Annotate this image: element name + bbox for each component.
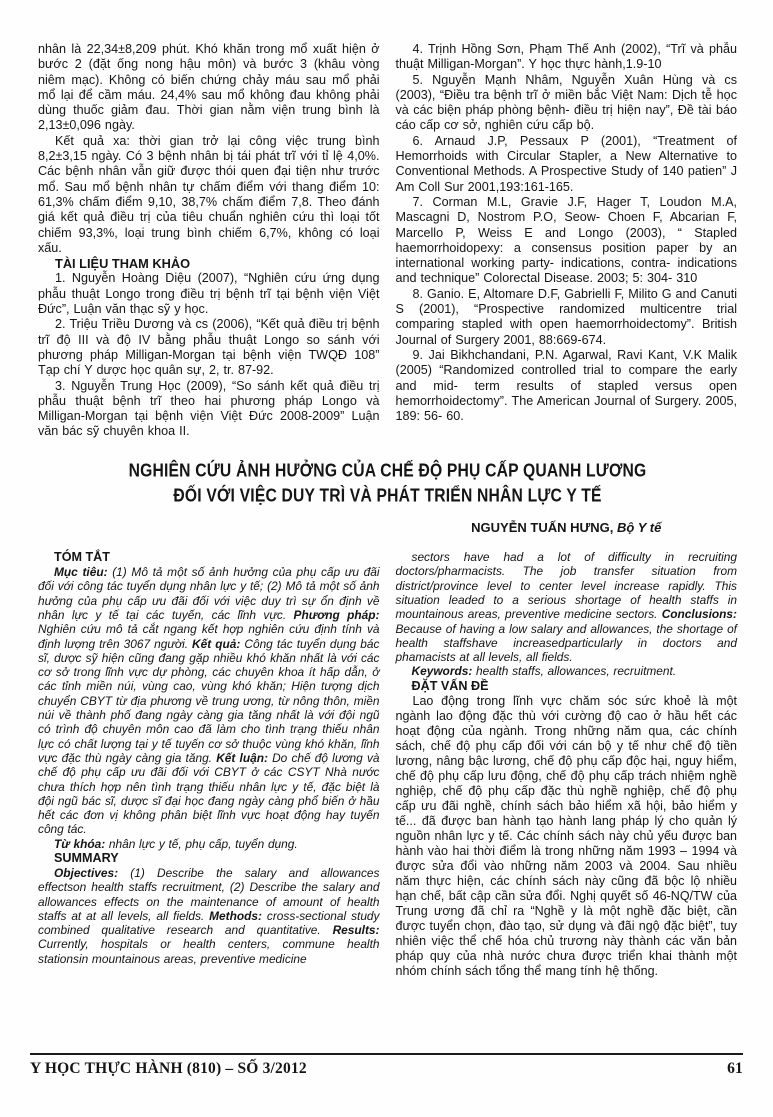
reference-item-3: 3. Nguyễn Trung Học (2009), “So sánh kết quả điều trị phẫu thuật bệnh trĩ theo hai phương pháp Longo và Milligan-Morgan tại bệnh viện Việt Đức 2008-2009” Luận văn bác sỹ chuyên khoa II. [38,378,380,439]
abstract-vi-keywords: Từ khóa: nhân lực y tế, phụ cấp, tuyển dụng. [54,836,298,851]
reference-item-5: 5. Nguyễn Mạnh Nhâm, Nguyễn Xuân Hùng và cs (2003), “Điều tra bệnh trĩ ở miền bắc Việt Nam: Dịch tễ học và các biện pháp phòng bệnh- điều trị hiện nay”, Đề tài báo cáo cấp cơ sở, nghiên cứu cấp bộ. [395,72,737,133]
references-section [38,42,737,446]
reference-item-9: 9. Jai Bikhchandani, P.N. Agarwal, Ravi Kant, V.K Malik (2005) “Randomized controlled trial to compare the early and mid- term results of stapled versus open hemorrhoidectomy”. The American Journal of Surgery. 2005, 189: 56- 60. [395,347,737,424]
abstract-left-column [38,550,380,979]
article-header [38,459,737,535]
reference-item-7: 7. Corman M.L, Gravie J.F, Hager T, Loudon M.A, Mascagni D, Nostrom P.O, Seow- Choen F, Abcarian F, Marcello P, Weiss E and Longo (2003), “ Stapled haemorrhoidopexy: a consensus position paper by an international working party- indications, contra- indications and technique” Colorectal Disease. 2003; 5: 304- 310 [395,194,737,286]
long-term-results-paragraph: Kết quả xa: thời gian trở lại công việc trung bình 8,2±3,15 ngày. Có 3 bệnh nhân bị tái phát trĩ với tỉ lệ 4,0%. Các bệnh nhân vẫn giữ được thói quen đại tiện như trước mổ. Sau mổ bệnh nhân tự chấm điểm với thang điểm 10: 61,3% chấm điểm 9,10, 38,7% chấm điểm 7,8. Theo đánh giá kết quả điều trị của tiêu chuẩn nghiên cứu thì loại tốt chiếm 93,3%, loại trung bình chiếm 6,7%, không có loại xấu. [38,133,380,255]
references-heading: TÀI LIỆU THAM KHẢO [55,256,191,272]
introduction-heading: ĐẶT VẤN ĐỀ [411,678,489,693]
introduction-paragraph: Lao động trong lĩnh vực chăm sóc sức khoẻ là một ngành lao động đặc thù với cường độ cao ở hầu hết các hoạt động của ngành. Trong những năm qua, các chính sách, chế độ phụ cấp đối với cán bộ y tế như chế độ tiền lương, nâng bậc lương, chế độ phụ cấp độc hại, nguy hiểm, chế độ phụ cấp lưu động, chế độ phụ cấp trách nhiệm nghề nghiệp, chế độ phụ cấp đặc thù nghề nghiệp, chế độ phụ cấp ưu đãi nghề, chính sách bảo hiểm xã hội, bảo hiểm y tế... đã được ban hành tạo hành lang pháp lý cho quản lý nguồn nhân lực y tế. Các chính sách này chủ yếu được ban hành vào hai thời điểm là trong những năm 1993 – 1994 và được sửa đổi vào những năm 2003 và 2004. Sau nhiều năm thực hiện, các chính sách này cũng đã bộc lộ nhiều hạn chế, bất cập cần sửa đổi. Nghị quyết số 46-NQ/TW của Trung ương đã chỉ ra “Nghề y là một nghề đặc biệt, cần được tuyển chọn, đào tạo, sử dụng và đãi ngộ đặc biệt”, tuy nhiên việc thể chế hóa chủ trương này thành các văn bản pháp quy của nhà nước chưa được triển khai thành một nhóm chính sách tổng thể mang tính hệ thống. [395,693,737,978]
results-paragraph: nhân là 22,34±8,209 phút. Khó khăn trong mổ xuất hiện ở bước 2 (đặt ống nong hậu môn) và bước 3 (khâu vòng niêm mạc). Không có biến chứng chảy máu sau mổ phải mổ lại để cầm máu. 24,4% sau mổ không đau không phải dùng thuốc giảm đau. Thời gian nằm viện trung bình là 2,13±0,096 ngày. [38,42,380,133]
article-title-line-1: NGHIÊN CỨU ẢNH HƯỞNG CỦA CHẾ ĐỘ PHỤ CẤP QUANH LƯƠNG [128,460,647,482]
page-number: 61 [727,1060,743,1077]
author-line [396,520,738,535]
reference-item-8: 8. Ganio. E, Altomare D.F, Gabrielli F, Milito G and Canuti S (2001), “Prospective randomized multicentre trial comparing stapled with open haemorrhoidectomy”. British Journal of Surgery 2001, 88:669-674. [395,286,737,347]
abstract-vi-body: Mục tiêu: (1) Mô tả một số ảnh hưởng của phụ cấp ưu đãi đối với công tác tuyển dụng nhân lực y tế; (2) Mô tả một số ảnh hưởng của phụ cấp ưu đãi đối với việc duy trì sự ổn định về nhân lực y tế tại các tuyến, các lĩnh vực. Phương pháp: Nghiên cứu mô tả cắt ngang kết hợp nghiên cứu định tính và định lượng trên 3067 người. Kết quả: Công tác tuyển dụng bác sĩ, dược sỹ hiện cũng đang gặp nhiều khó khăn nhất là với các cơ sở trong lĩnh vực dự phòng, các chuyên khoa ít hấp dẫn, ở các tỉnh miền núi, vùng cao, vùng khó khăn; Hiện tượng dịch chuyển CBYT từ địa phương về trung ương, từ nông thôn, miền núi về thành phố đang ngày càng gia tăng nhất là với đội ngũ có trình độ chuyên môn cao đã làm cho tình trạng thiếu nhân lực có chất lượng tại y tế tuyến cơ sở thuộc vùng khó khăn, lĩnh vực đặc thù ngày càng gia tăng. Kết luận: Do chế độ lương và chế độ phụ cấp ưu đãi đối với CBYT ở các CSYT Nhà nước chưa thích hợp nên tình trạng thiếu nhân lực y tế, đặc biệt là đội ngũ bác sĩ, dược sĩ đại học đang ngày càng phổ biến ở hầu hết các đơn vị không phân biệt lĩnh vực hoạt động hay tuyến công tác. [38,565,380,837]
journal-name-footer: Y HỌC THỰC HÀNH (810) – SỐ 3/2012 [30,1060,307,1077]
abstract-section [38,550,737,979]
top-right-column [396,42,738,446]
reference-item-2: 2. Triệu Triều Dương và cs (2006), “Kết quả điều trị bệnh trĩ độ III và độ IV bằng phẫu thuật Longo so sánh với phương pháp Milligan-Morgan tại bệnh viện TWQĐ 108” Tạp chí Y dược học quân sự, 2, tr. 87-92. [38,317,380,378]
article-title-line-2: ĐỐI VỚI VIỆC DUY TRÌ VÀ PHÁT TRIỂN NHÂN LỰC Y TẾ [173,485,602,507]
reference-item-6: 6. Arnaud J.P, Pessaux P (2001), “Treatment of Hemorrhoids with Circular Stapler, a New Alternative to Conventional Methods. A Prospective Study of 140 patien” J Am Coll Sur 2001,193:161-165. [395,133,737,194]
article-title [38,459,737,509]
top-left-column [38,42,380,446]
abstract-en-body: Objectives: (1) Describe the salary and allowances effectson health staffs recruitment, (2) Describe the salary and allowances effects on the maintenance of amount of health staffs at at all levels, all fields. Methods: cross-sectional study combined qualitative research and quantitative. Results: Currently, hospitals or health centers, commune health stationsin mountainous areas, preventive medicine [38,865,380,966]
abstract-en-keywords: Keywords: health staffs, allowances, recruitment. [411,664,677,679]
abstract-right-column [396,550,738,979]
author-name: NGUYỄN TUẤN HƯNG, [471,520,614,536]
abstract-en-heading: SUMMARY [54,850,119,865]
page-footer [30,1053,743,1117]
author-affiliation: Bộ Y tế [613,520,662,536]
reference-item-1: 1. Nguyễn Hoàng Diệu (2007), “Nghiên cứu ứng dụng phẫu thuật Longo trong điều trị bệnh trĩ tại bệnh viện Việt Đức”, Luận văn thạc sỹ y học. [38,271,380,317]
abstract-vi-heading: TÓM TẮT [54,550,110,565]
abstract-en-continuation: sectors have had a lot of difficulty in recruiting doctors/pharmacists. The job transfer situation from district/province level to center level increase rapidly. This situation leaded to a serious shortage of health staffs in mountainous areas, preventive medicine sectors. Conclusions: Because of having a low salary and allowances, the shortage of health staffshave increasedparticularly in doctors and phamacists at all levels, all fields. [395,550,737,665]
reference-item-4: 4. Trịnh Hồng Sơn, Phạm Thế Anh (2002), “Trĩ và phẫu thuật Milligan-Morgan”. Y học thực hành,1.9-10 [395,42,737,72]
